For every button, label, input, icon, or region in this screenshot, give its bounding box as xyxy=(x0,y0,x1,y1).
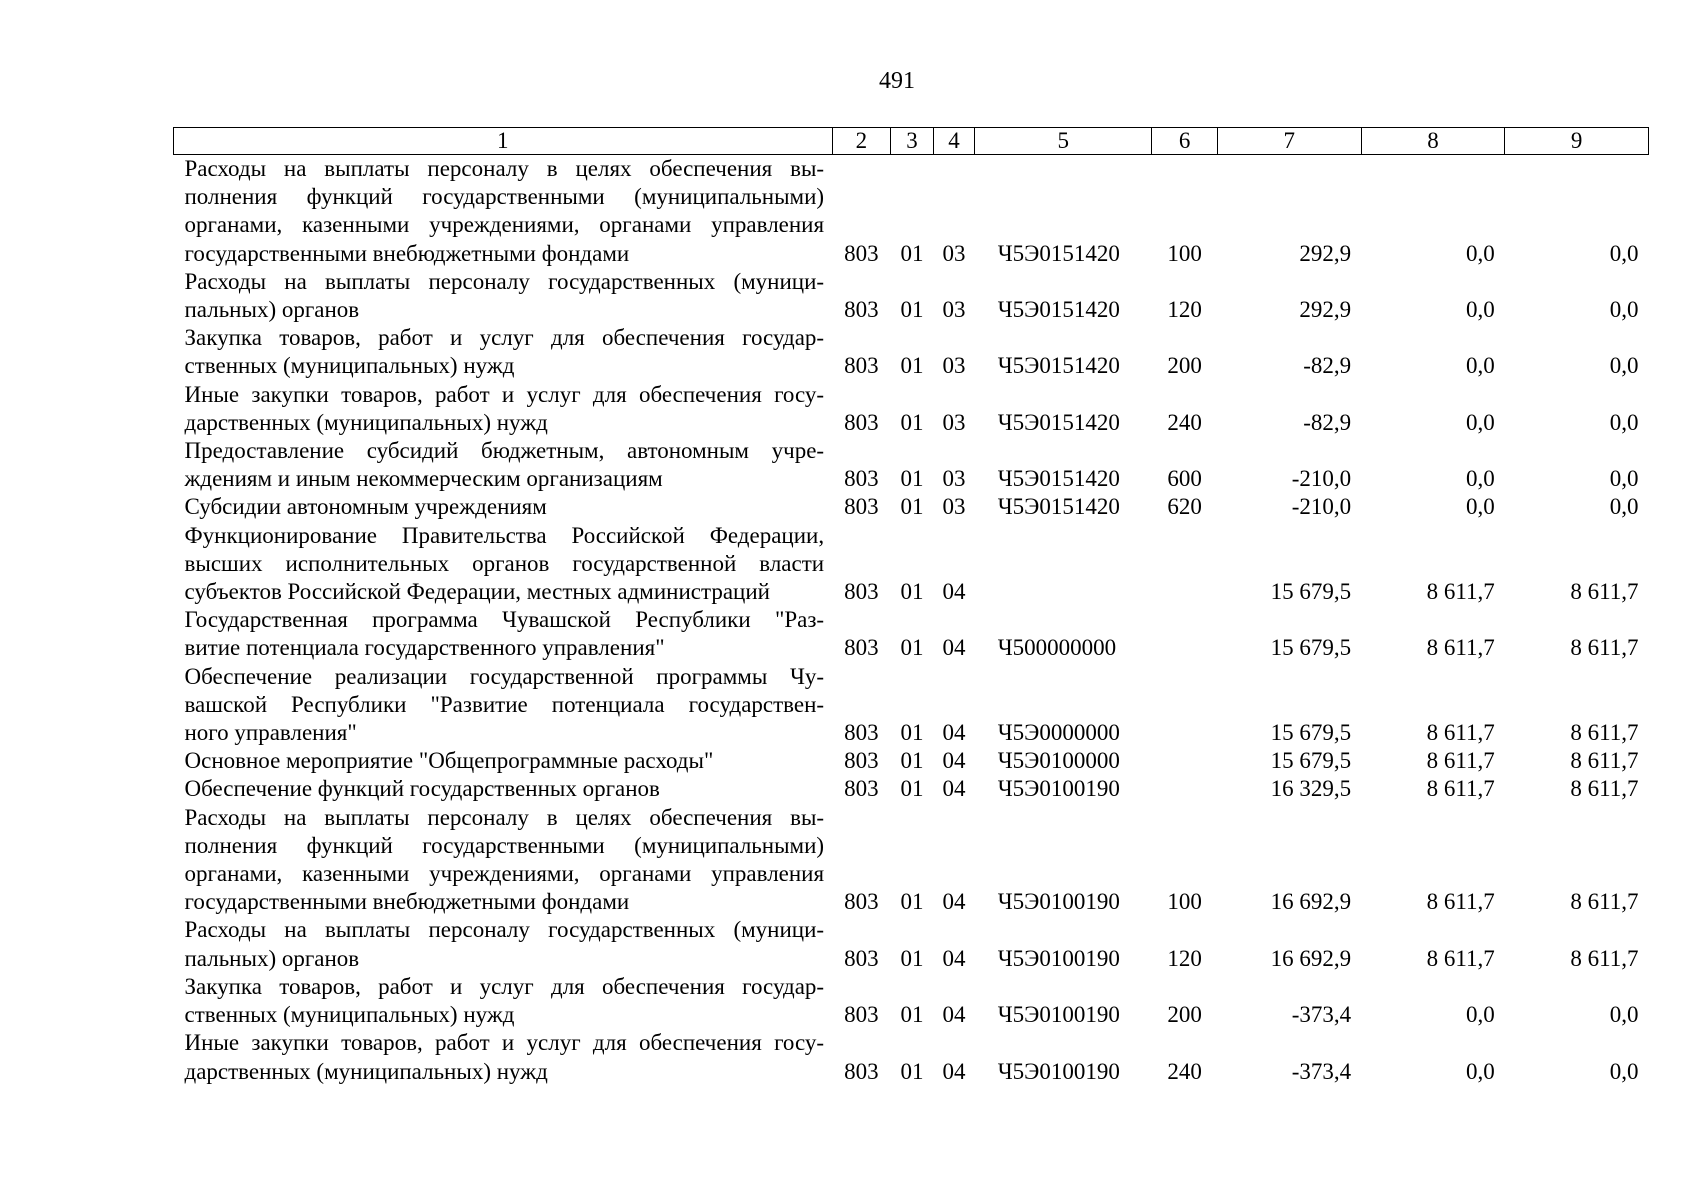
amount-cell: 0,0 xyxy=(1466,466,1495,492)
subsection-code-cell: 03 xyxy=(942,353,966,379)
section-code-cell: 01 xyxy=(900,353,924,379)
amount-cell: 0,0 xyxy=(1609,240,1639,266)
expense-name-cell xyxy=(174,804,833,917)
expense-name-line: органами, казенными учреждениями, органами управления xyxy=(184,861,825,887)
expense-name-line: Иные закупки товаров, работ и услуг для обеспечения госу- xyxy=(184,381,825,407)
amount-cell: 8 611,7 xyxy=(1570,889,1639,915)
expense-type-cell xyxy=(1152,522,1218,607)
subsection-code-cell: 04 xyxy=(942,720,966,746)
ministry-code-cell: 803 xyxy=(844,889,879,915)
amount-cell: 0,0 xyxy=(1609,494,1639,520)
ministry-code-cell: 803 xyxy=(844,297,879,323)
amount-cell: 15 679,5 xyxy=(1270,720,1352,746)
section-code-cell: 01 xyxy=(900,409,924,435)
expense-name-line: Государственная программа Чувашской Республики "Раз- xyxy=(184,607,825,633)
expense-name-line: органами, казенными учреждениями, органами управления xyxy=(184,212,825,238)
amount-cell: 0,0 xyxy=(1466,240,1495,266)
amount-cell: 0,0 xyxy=(1466,409,1495,435)
expense-type-cell xyxy=(1152,747,1218,775)
amount-cell: 0,0 xyxy=(1609,1002,1639,1028)
expense-name-cell xyxy=(174,155,833,268)
expense-name-line: государственными внебюджетными фондами xyxy=(184,889,630,915)
amount-cell: 8 611,7 xyxy=(1570,720,1639,746)
amount-cell: 0,0 xyxy=(1466,353,1495,379)
amount-cell: 8 611,7 xyxy=(1570,579,1639,605)
expense-name-line: Субсидии автономным учреждениям xyxy=(184,494,547,520)
expense-name-line: субъектов Российской Федерации, местных администраций xyxy=(184,579,770,605)
amount-cell: -373,4 xyxy=(1291,1058,1352,1084)
amount-cell: 15 679,5 xyxy=(1270,579,1352,605)
section-code-cell: 01 xyxy=(900,1002,924,1028)
expense-type-cell xyxy=(1152,606,1218,662)
subsection-code-cell: 04 xyxy=(942,748,966,774)
amount-cell: 8 611,7 xyxy=(1426,635,1495,661)
expense-type-cell: 620 xyxy=(1167,494,1202,520)
table-row xyxy=(174,493,1649,521)
expense-name-line: Расходы на выплаты персоналу государственных (муници- xyxy=(184,268,825,294)
column-header: 1 xyxy=(174,128,833,155)
amount-cell: 8 611,7 xyxy=(1426,748,1495,774)
section-code-cell: 01 xyxy=(900,579,924,605)
table-row xyxy=(174,775,1649,803)
column-header: 7 xyxy=(1217,128,1361,155)
expense-name-line: Предоставление субсидий бюджетным, автономным учре- xyxy=(184,438,825,464)
expense-name-line: Закупка товаров, работ и услуг для обеспечения государ- xyxy=(184,325,825,351)
amount-cell: 0,0 xyxy=(1466,297,1495,323)
column-header: 6 xyxy=(1152,128,1218,155)
table-row xyxy=(174,916,1649,972)
expense-name-cell xyxy=(174,916,833,972)
expense-name-line: Обеспечение реализации государственной программы Чу- xyxy=(184,663,825,689)
expense-name-cell xyxy=(174,606,833,662)
column-header: 4 xyxy=(933,128,974,155)
target-article-cell: Ч5Э0100190 xyxy=(997,776,1120,802)
ministry-code-cell: 803 xyxy=(844,466,879,492)
column-header: 3 xyxy=(891,128,933,155)
subsection-code-cell: 04 xyxy=(942,579,966,605)
expense-name-line: вашской Республики "Развитие потенциала государствен- xyxy=(184,691,825,717)
subsection-code-cell: 04 xyxy=(942,1002,966,1028)
expense-name-line: ственных (муниципальных) нужд xyxy=(184,1002,515,1028)
amount-cell: 292,9 xyxy=(1299,240,1352,266)
target-article-cell: Ч5Э0151420 xyxy=(997,466,1120,492)
target-article-cell: Ч500000000 xyxy=(997,635,1117,661)
expense-name-line: дарственных (муниципальных) нужд xyxy=(184,409,548,435)
amount-cell: 0,0 xyxy=(1609,466,1639,492)
section-code-cell: 01 xyxy=(900,1058,924,1084)
expense-name-line: дарственных (муниципальных) нужд xyxy=(184,1058,548,1084)
ministry-code-cell: 803 xyxy=(844,494,879,520)
target-article-cell: Ч5Э0151420 xyxy=(997,240,1120,266)
ministry-code-cell: 803 xyxy=(844,1002,879,1028)
amount-cell: 0,0 xyxy=(1466,1002,1495,1028)
amount-cell: 16 692,9 xyxy=(1270,945,1352,971)
amount-cell: 0,0 xyxy=(1609,1058,1639,1084)
target-article-cell: Ч5Э0100190 xyxy=(997,1002,1120,1028)
ministry-code-cell: 803 xyxy=(844,579,879,605)
budget-table xyxy=(173,127,1649,1086)
column-header: 8 xyxy=(1361,128,1505,155)
table-row xyxy=(174,155,1649,268)
ministry-code-cell: 803 xyxy=(844,776,879,802)
column-header: 5 xyxy=(975,128,1152,155)
ministry-code-cell: 803 xyxy=(844,409,879,435)
ministry-code-cell: 803 xyxy=(844,1058,879,1084)
table-row xyxy=(174,1029,1649,1085)
column-header: 9 xyxy=(1505,128,1649,155)
expense-type-cell: 100 xyxy=(1167,240,1202,266)
amount-cell: -82,9 xyxy=(1303,409,1352,435)
column-number-header xyxy=(174,128,1649,155)
expense-name-line: Основное мероприятие "Общепрограммные расходы" xyxy=(184,748,714,774)
expense-name-cell xyxy=(174,268,833,324)
expense-name-line: полнения функций государственными (муниципальными) xyxy=(184,832,825,858)
table-row xyxy=(174,437,1649,493)
subsection-code-cell: 03 xyxy=(942,466,966,492)
section-code-cell: 01 xyxy=(900,297,924,323)
subsection-code-cell: 03 xyxy=(942,494,966,520)
expense-name-line: Расходы на выплаты персоналу государственных (муници- xyxy=(184,917,825,943)
table-row xyxy=(174,522,1649,607)
target-article-cell: Ч5Э0000000 xyxy=(997,720,1120,746)
expense-name-line: витие потенциала государственного управления" xyxy=(184,635,665,661)
table-row xyxy=(174,324,1649,380)
expense-name-line: Закупка товаров, работ и услуг для обеспечения государ- xyxy=(184,973,825,999)
expense-name-line: Расходы на выплаты персоналу в целях обеспечения вы- xyxy=(184,156,825,181)
expense-name-line: государственными внебюджетными фондами xyxy=(184,240,630,266)
amount-cell: 8 611,7 xyxy=(1426,720,1495,746)
amount-cell: 8 611,7 xyxy=(1570,748,1639,774)
subsection-code-cell: 03 xyxy=(942,409,966,435)
expense-name-line: Функционирование Правительства Российской Федерации, xyxy=(184,522,825,548)
table-row xyxy=(174,663,1649,748)
amount-cell: 292,9 xyxy=(1299,297,1352,323)
expense-name-line: ного управления" xyxy=(184,720,357,746)
amount-cell: -82,9 xyxy=(1303,353,1352,379)
expense-type-cell xyxy=(1152,775,1218,803)
amount-cell: 0,0 xyxy=(1609,297,1639,323)
subsection-code-cell: 03 xyxy=(942,240,966,266)
target-article-cell xyxy=(975,522,1152,607)
amount-cell: 16 692,9 xyxy=(1270,889,1352,915)
expense-name-cell xyxy=(174,493,833,521)
section-code-cell: 01 xyxy=(900,889,924,915)
subsection-code-cell: 03 xyxy=(942,297,966,323)
page-number: 491 xyxy=(879,68,915,94)
subsection-code-cell: 04 xyxy=(942,945,966,971)
table-body xyxy=(174,155,1649,1086)
target-article-cell: Ч5Э0151420 xyxy=(997,297,1120,323)
expense-type-cell: 120 xyxy=(1167,945,1202,971)
expense-type-cell: 100 xyxy=(1167,889,1202,915)
section-code-cell: 01 xyxy=(900,494,924,520)
table-row xyxy=(174,606,1649,662)
target-article-cell: Ч5Э0151420 xyxy=(997,494,1120,520)
ministry-code-cell: 803 xyxy=(844,748,879,774)
expense-name-line: полнения функций государственными (муниципальными) xyxy=(184,184,825,210)
expense-name-line: ждениям и иным некоммерческим организациям xyxy=(184,466,663,492)
expense-name-line: Обеспечение функций государственных органов xyxy=(184,776,660,802)
expense-type-cell xyxy=(1152,663,1218,748)
table-row xyxy=(174,973,1649,1029)
expense-name-line: пальных) органов xyxy=(184,945,360,971)
column-header: 2 xyxy=(832,128,891,155)
expense-name-line: пальных) органов xyxy=(184,297,360,323)
section-code-cell: 01 xyxy=(900,776,924,802)
amount-cell: 15 679,5 xyxy=(1270,635,1352,661)
expense-name-cell xyxy=(174,1029,833,1085)
ministry-code-cell: 803 xyxy=(844,720,879,746)
amount-cell: 15 679,5 xyxy=(1270,748,1352,774)
target-article-cell: Ч5Э0100190 xyxy=(997,889,1120,915)
amount-cell: -373,4 xyxy=(1291,1002,1352,1028)
table-row xyxy=(174,381,1649,437)
amount-cell: 0,0 xyxy=(1609,409,1639,435)
subsection-code-cell: 04 xyxy=(942,889,966,915)
table-row xyxy=(174,268,1649,324)
section-code-cell: 01 xyxy=(900,466,924,492)
amount-cell: -210,0 xyxy=(1291,466,1352,492)
expense-name-line: высших исполнительных органов государственной власти xyxy=(184,550,825,576)
expense-name-cell xyxy=(174,747,833,775)
expense-type-cell: 600 xyxy=(1167,466,1202,492)
table-row xyxy=(174,804,1649,917)
target-article-cell: Ч5Э0151420 xyxy=(997,409,1120,435)
expense-name-line: ственных (муниципальных) нужд xyxy=(184,353,515,379)
section-code-cell: 01 xyxy=(900,748,924,774)
ministry-code-cell: 803 xyxy=(844,240,879,266)
section-code-cell: 01 xyxy=(900,720,924,746)
subsection-code-cell: 04 xyxy=(942,1058,966,1084)
expense-name-cell xyxy=(174,437,833,493)
expense-type-cell: 200 xyxy=(1167,353,1202,379)
expense-name-cell xyxy=(174,973,833,1029)
expense-type-cell: 240 xyxy=(1167,1058,1202,1084)
subsection-code-cell: 04 xyxy=(942,776,966,802)
amount-cell: 8 611,7 xyxy=(1570,635,1639,661)
ministry-code-cell: 803 xyxy=(844,635,879,661)
amount-cell: 8 611,7 xyxy=(1426,889,1495,915)
expense-type-cell: 240 xyxy=(1167,409,1202,435)
amount-cell: 8 611,7 xyxy=(1570,945,1639,971)
amount-cell: 0,0 xyxy=(1466,1058,1495,1084)
ministry-code-cell: 803 xyxy=(844,353,879,379)
expense-name-line: Расходы на выплаты персоналу в целях обеспечения вы- xyxy=(184,804,825,830)
amount-cell: 8 611,7 xyxy=(1426,945,1495,971)
amount-cell: 16 329,5 xyxy=(1270,776,1352,802)
expense-name-cell xyxy=(174,324,833,380)
section-code-cell: 01 xyxy=(900,240,924,266)
expense-type-cell: 200 xyxy=(1167,1002,1202,1028)
amount-cell: 0,0 xyxy=(1466,494,1495,520)
target-article-cell: Ч5Э0100000 xyxy=(997,748,1120,774)
amount-cell: 0,0 xyxy=(1609,353,1639,379)
expense-type-cell: 120 xyxy=(1167,297,1202,323)
expense-name-cell xyxy=(174,775,833,803)
ministry-code-cell: 803 xyxy=(844,945,879,971)
amount-cell: 8 611,7 xyxy=(1426,776,1495,802)
amount-cell: -210,0 xyxy=(1291,494,1352,520)
section-code-cell: 01 xyxy=(900,635,924,661)
target-article-cell: Ч5Э0100190 xyxy=(997,1058,1120,1084)
amount-cell: 8 611,7 xyxy=(1426,579,1495,605)
expense-name-line: Иные закупки товаров, работ и услуг для обеспечения госу- xyxy=(184,1030,825,1056)
expense-name-cell xyxy=(174,381,833,437)
amount-cell: 8 611,7 xyxy=(1570,776,1639,802)
target-article-cell: Ч5Э0151420 xyxy=(997,353,1120,379)
target-article-cell: Ч5Э0100190 xyxy=(997,945,1120,971)
subsection-code-cell: 04 xyxy=(942,635,966,661)
table-row xyxy=(174,747,1649,775)
expense-name-cell xyxy=(174,522,833,607)
expense-name-cell xyxy=(174,663,833,748)
section-code-cell: 01 xyxy=(900,945,924,971)
